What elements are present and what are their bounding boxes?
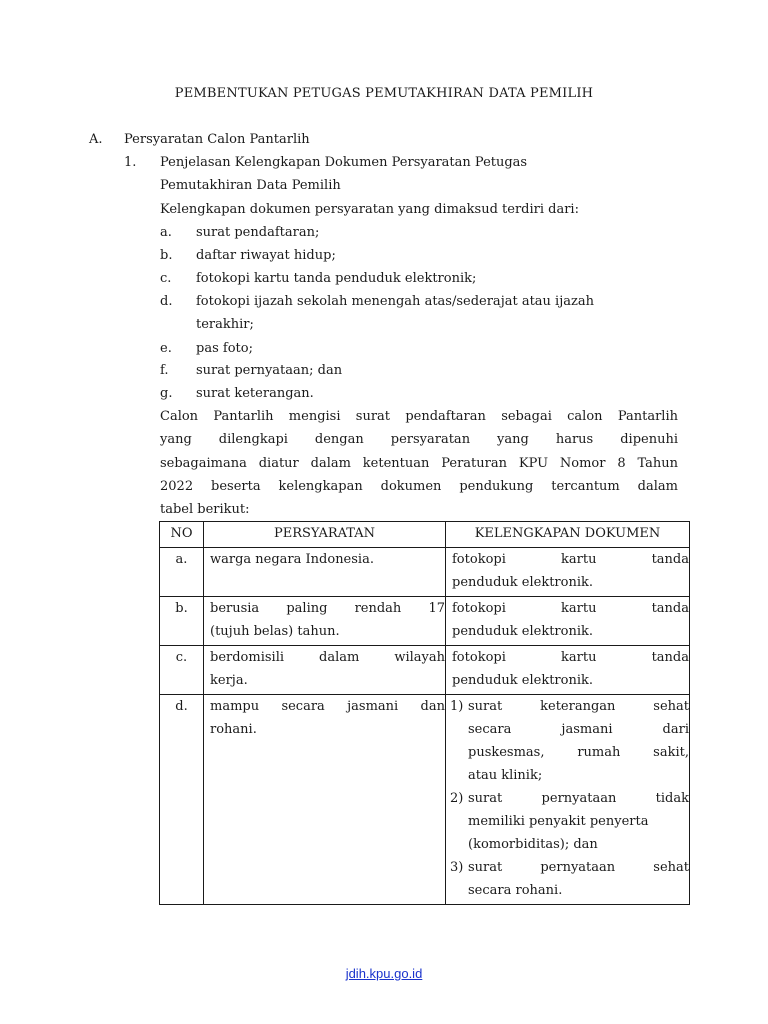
cell-line: penduduk elektronik.: [452, 673, 594, 688]
cell-line: fotokopi kartu tanda: [452, 650, 689, 665]
intro-text: Kelengkapan dokumen persyaratan yang dimaksud terdiri dari:: [160, 202, 579, 217]
cell-line: warga negara Indonesia.: [210, 552, 374, 567]
list-item: surat pendaftaran;: [196, 225, 320, 240]
section-heading: Persyaratan Calon Pantarlih: [124, 132, 310, 147]
footer-link[interactable]: jdih.kpu.go.id: [345, 966, 423, 981]
cell-line: memiliki penyakit penyerta: [468, 814, 649, 829]
list-marker: e.: [160, 341, 172, 356]
subsection-marker: 1.: [124, 155, 137, 170]
header-kelengkapan: KELENGKAPAN DOKUMEN: [446, 522, 690, 548]
cell-line: mampu secara jasmani dan: [210, 699, 445, 714]
cell-no: d.: [160, 695, 204, 905]
list-marker: b.: [160, 248, 173, 263]
requirements-table: [159, 521, 690, 905]
table-header-row: [160, 522, 690, 548]
list-marker: c.: [160, 271, 172, 286]
list-marker: a.: [160, 225, 172, 240]
cell-requirement: [204, 548, 446, 597]
subsection-heading-line2: Pemutakhiran Data Pemilih: [160, 178, 341, 193]
section-marker: A.: [89, 132, 103, 147]
list-item: fotokopi ijazah sekolah menengah atas/sederajat atau ijazah: [196, 294, 594, 309]
table-row: [160, 597, 690, 646]
cell-document: [446, 646, 690, 695]
paragraph-line: yang dilengkapi dengan persyaratan yang harus dipenuhi: [160, 432, 678, 447]
list-item: surat pernyataan; dan: [196, 363, 343, 378]
cell-line: penduduk elektronik.: [452, 624, 594, 639]
cell-line: berdomisili dalam wilayah: [210, 650, 445, 665]
subitem-number: 2): [450, 791, 464, 806]
document-subitem: [450, 695, 689, 787]
list-item: pas foto;: [196, 341, 253, 356]
cell-requirement: [204, 695, 446, 905]
list-marker: d.: [160, 294, 173, 309]
header-no: NO: [160, 522, 204, 548]
document-subitem: [450, 856, 689, 902]
table-row: [160, 646, 690, 695]
cell-line: berusia paling rendah 17: [210, 601, 445, 616]
cell-line: surat pernyataan tidak: [468, 791, 689, 806]
subitem-number: 3): [450, 860, 464, 875]
cell-line: penduduk elektronik.: [452, 575, 594, 590]
subitem-number: 1): [450, 699, 464, 714]
document-title: PEMBENTUKAN PETUGAS PEMUTAKHIRAN DATA PEMILIH: [174, 86, 594, 101]
cell-requirement: [204, 597, 446, 646]
cell-document: [446, 695, 690, 905]
cell-no: a.: [160, 548, 204, 597]
cell-line: fotokopi kartu tanda: [452, 601, 689, 616]
table-row: [160, 548, 690, 597]
cell-requirement: [204, 646, 446, 695]
list-item-continuation: terakhir;: [196, 317, 254, 332]
paragraph-line: sebagaimana diatur dalam ketentuan Peraturan KPU Nomor 8 Tahun: [160, 456, 678, 471]
cell-line: surat keterangan sehat: [468, 699, 689, 714]
cell-document: [446, 548, 690, 597]
list-item: daftar riwayat hidup;: [196, 248, 336, 263]
cell-line: (tujuh belas) tahun.: [210, 624, 340, 639]
cell-no: c.: [160, 646, 204, 695]
list-marker: g.: [160, 386, 173, 401]
list-item: fotokopi kartu tanda penduduk elektronik;: [196, 271, 477, 286]
cell-line: puskesmas, rumah sakit,: [468, 745, 689, 760]
list-marker: f.: [160, 363, 169, 378]
cell-document: [446, 597, 690, 646]
cell-line: secara jasmani dari: [468, 722, 689, 737]
header-persyaratan: PERSYARATAN: [204, 522, 446, 548]
cell-no: b.: [160, 597, 204, 646]
cell-line: rohani.: [210, 722, 257, 737]
table-row: [160, 695, 690, 905]
cell-line: surat pernyataan sehat: [468, 860, 689, 875]
list-item: surat keterangan.: [196, 386, 314, 401]
paragraph-line: tabel berikut:: [160, 502, 250, 517]
paragraph-line: 2022 beserta kelengkapan dokumen pendukung tercantum dalam: [160, 479, 678, 494]
cell-line: atau klinik;: [468, 768, 543, 783]
subsection-heading-line1: Penjelasan Kelengkapan Dokumen Persyaratan Petugas: [160, 155, 528, 170]
cell-line: kerja.: [210, 673, 248, 688]
paragraph-line: Calon Pantarlih mengisi surat pendaftaran sebagai calon Pantarlih: [160, 409, 678, 424]
cell-line: (komorbiditas); dan: [468, 837, 598, 852]
cell-line: secara rohani.: [468, 883, 563, 898]
cell-line: fotokopi kartu tanda: [452, 552, 689, 567]
document-subitem: [450, 787, 689, 856]
